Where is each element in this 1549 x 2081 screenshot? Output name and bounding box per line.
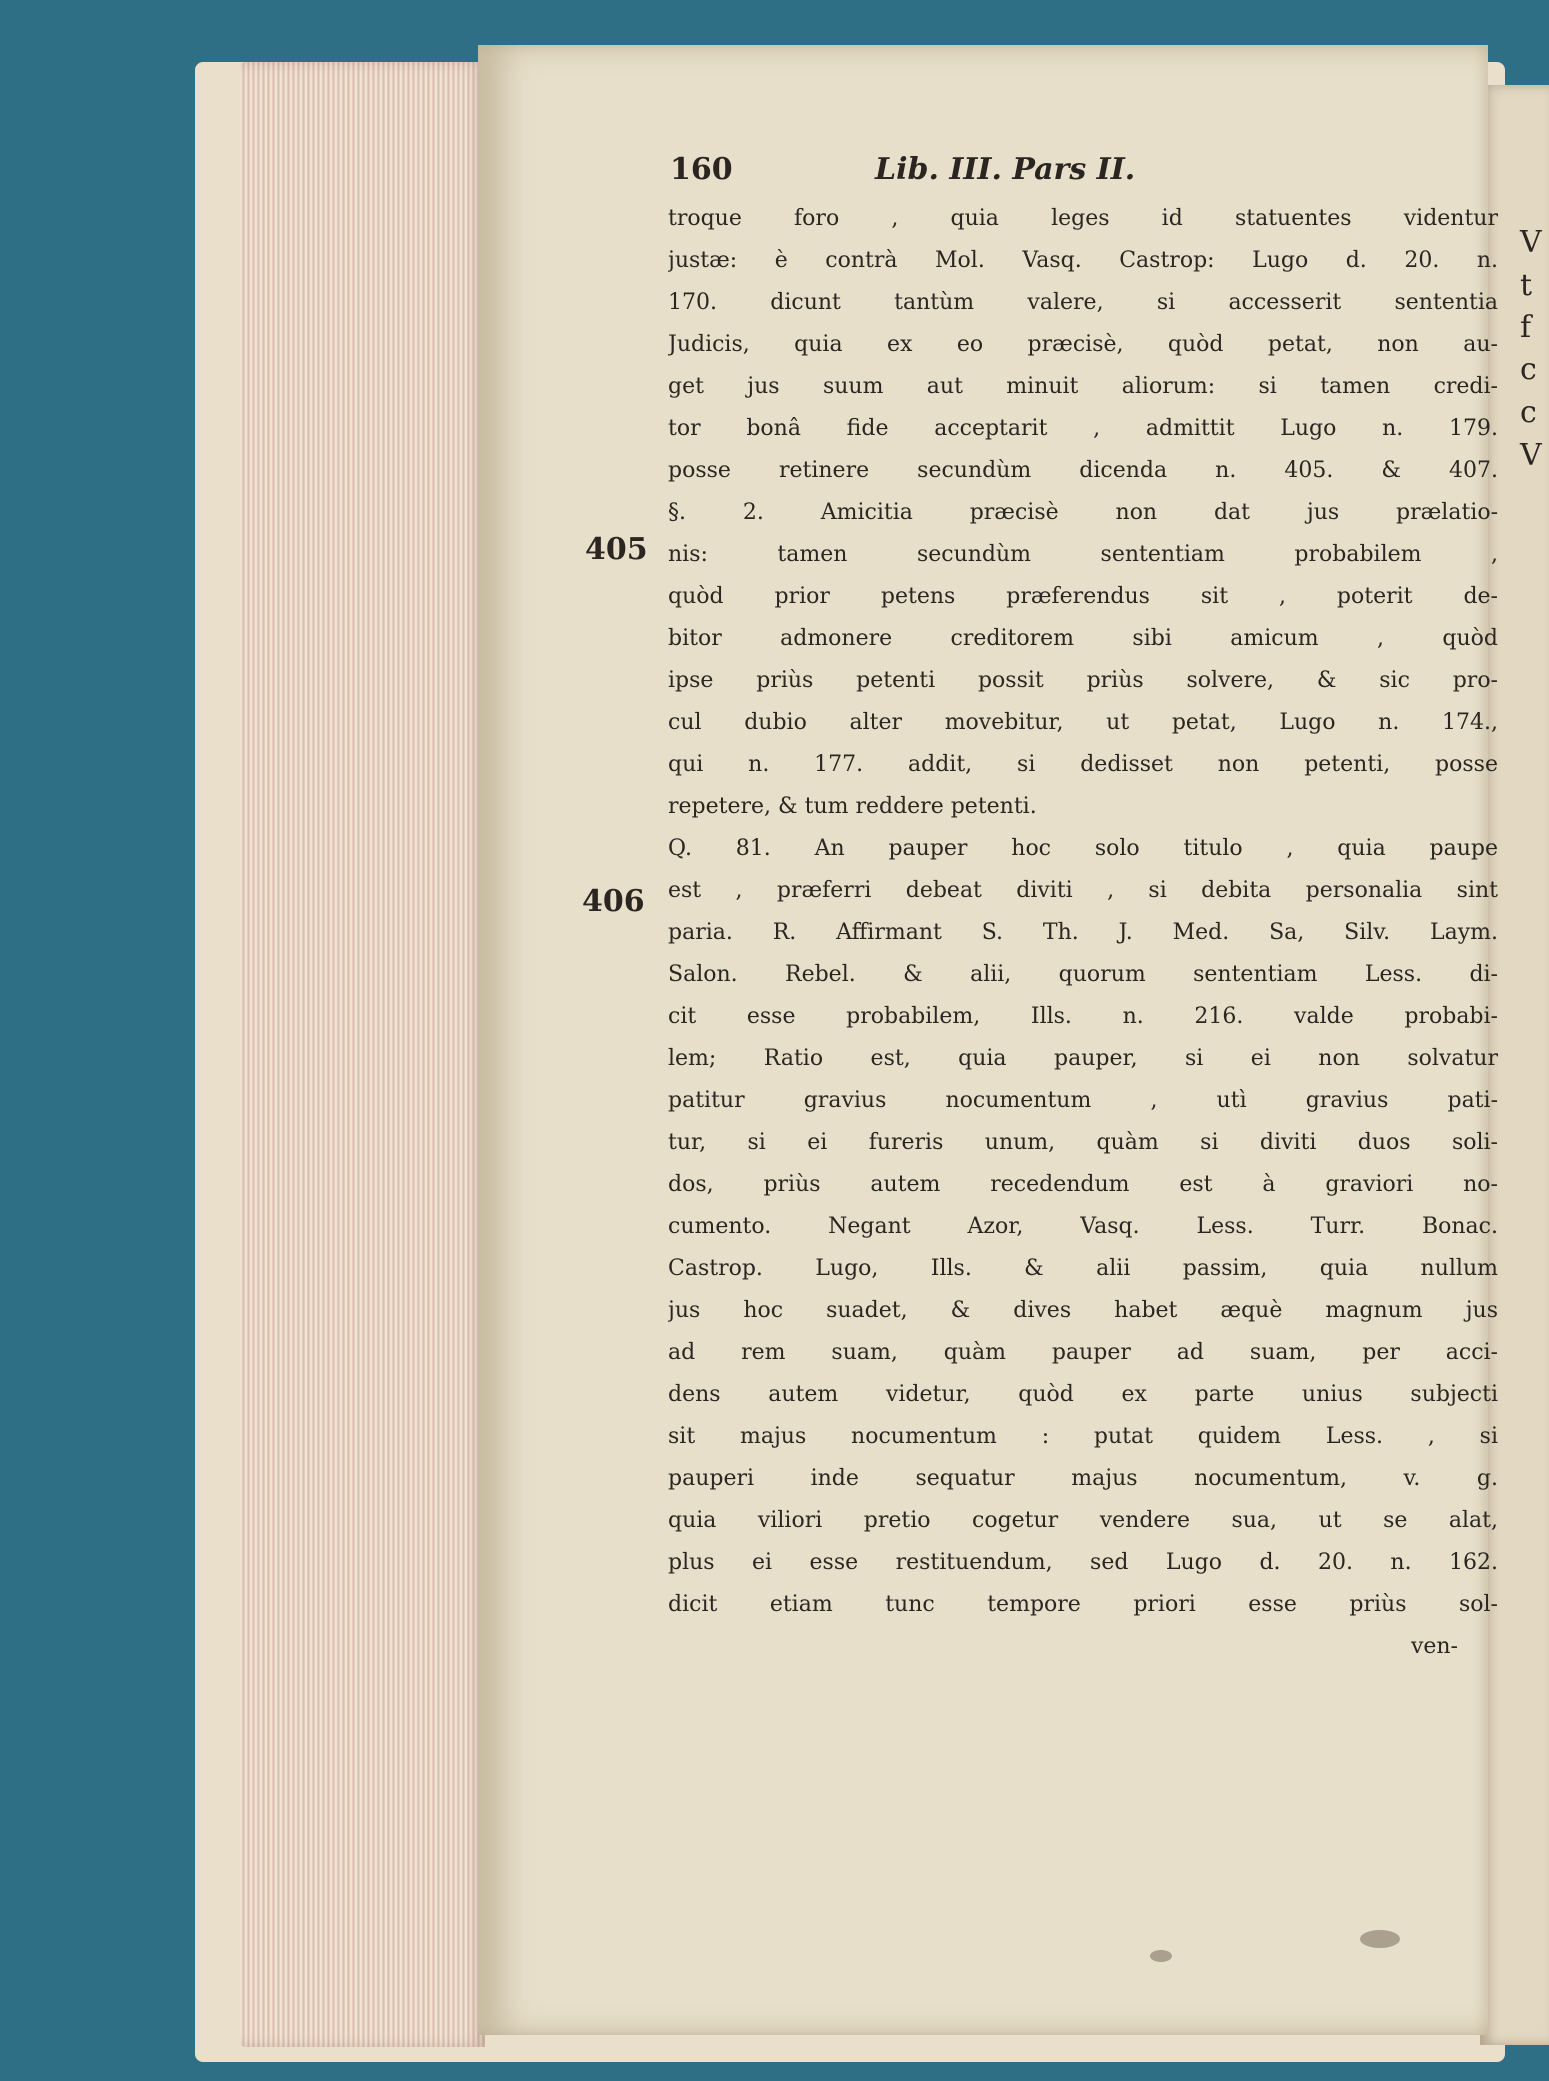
text-line: lem; Ratio est, quia pauper, si ei non solvatur <box>668 1046 1498 1071</box>
text-line: Castrop. Lugo, Ills. & alii passim, quia nullum <box>668 1256 1498 1281</box>
text-line: jus hoc suadet, & dives habet æquè magnum jus <box>668 1298 1498 1323</box>
text-line: get jus suum aut minuit aliorum: si tamen credi- <box>668 374 1498 399</box>
text-line: plus ei esse restituendum, sed Lugo d. 20. n. 162. <box>668 1550 1498 1575</box>
page-number: 160 <box>670 152 733 187</box>
text-line: cumento. Negant Azor, Vasq. Less. Turr. Bonac. <box>668 1214 1498 1239</box>
facing-page-letter: c <box>1520 352 1537 387</box>
text-line: quòd prior petens præferendus sit , poterit de- <box>668 584 1498 609</box>
text-line: ipse priùs petenti possit priùs solvere, & sic pro- <box>668 668 1498 693</box>
text-line: quia viliori pretio cogetur vendere sua, ut se alat, <box>668 1508 1498 1533</box>
text-line: dens autem videtur, quòd ex parte unius subjecti <box>668 1382 1498 1407</box>
text-line: Judicis, quia ex eo præcisè, quòd petat, non au- <box>668 332 1498 357</box>
text-line: troque foro , quia leges id statuentes videntur <box>668 206 1498 231</box>
text-line: dos, priùs autem recedendum est à graviori no- <box>668 1172 1498 1197</box>
text-line: Salon. Rebel. & alii, quorum sententiam Less. di- <box>668 962 1498 987</box>
facing-page-letter: t <box>1520 268 1533 303</box>
page-edges <box>240 62 485 2047</box>
ink-smudge <box>1360 1930 1400 1948</box>
facing-page-letter: V <box>1520 438 1542 473</box>
text-line: 170. dicunt tantùm valere, si accesserit sententia <box>668 290 1498 315</box>
facing-page-letter: c <box>1520 395 1537 430</box>
text-line: sit majus nocumentum : putat quidem Less. , si <box>668 1424 1498 1449</box>
facing-page-letter: f <box>1520 310 1532 345</box>
text-line: est , præferri debeat diviti , si debita personalia sint <box>668 878 1498 903</box>
margin-number: 405 <box>585 532 648 567</box>
text-line: qui n. 177. addit, si dedisset non petenti, posse <box>668 752 1498 777</box>
text-line: tur, si ei fureris unum, quàm si diviti duos soli- <box>668 1130 1498 1155</box>
margin-number: 406 <box>582 884 645 919</box>
body-text <box>668 198 1498 1668</box>
text-line: repetere, & tum reddere petenti. <box>668 794 1037 819</box>
text-line: cit esse probabilem, Ills. n. 216. valde probabi- <box>668 1004 1498 1029</box>
text-line: Q. 81. An pauper hoc solo titulo , quia paupe <box>668 836 1498 861</box>
text-line: cul dubio alter movebitur, ut petat, Lugo n. 174., <box>668 710 1498 735</box>
catchword: ven- <box>1410 1634 1458 1659</box>
text-line: pauperi inde sequatur majus nocumentum, v. g. <box>668 1466 1498 1491</box>
ink-smudge <box>1150 1950 1172 1962</box>
text-line: ad rem suam, quàm pauper ad suam, per acci- <box>668 1340 1498 1365</box>
text-line: dicit etiam tunc tempore priori esse priùs sol- <box>668 1592 1498 1617</box>
facing-page-letter: V <box>1520 225 1542 260</box>
text-line: paria. R. Affirmant S. Th. J. Med. Sa, Silv. Laym. <box>668 920 1498 945</box>
text-line: patitur gravius nocumentum , utì gravius pati- <box>668 1088 1498 1113</box>
text-line: tor bonâ fide acceptarit , admittit Lugo n. 179. <box>668 416 1498 441</box>
text-line: bitor admonere creditorem sibi amicum , quòd <box>668 626 1498 651</box>
text-line: justæ: è contrà Mol. Vasq. Castrop: Lugo d. 20. n. <box>668 248 1498 273</box>
text-line: nis: tamen secundùm sententiam probabilem , <box>668 542 1498 567</box>
running-title: Lib. III. Pars II. <box>875 152 1136 187</box>
text-line: §. 2. Amicitia præcisè non dat jus prælatio- <box>668 500 1498 525</box>
text-line: posse retinere secundùm dicenda n. 405. & 407. <box>668 458 1498 483</box>
